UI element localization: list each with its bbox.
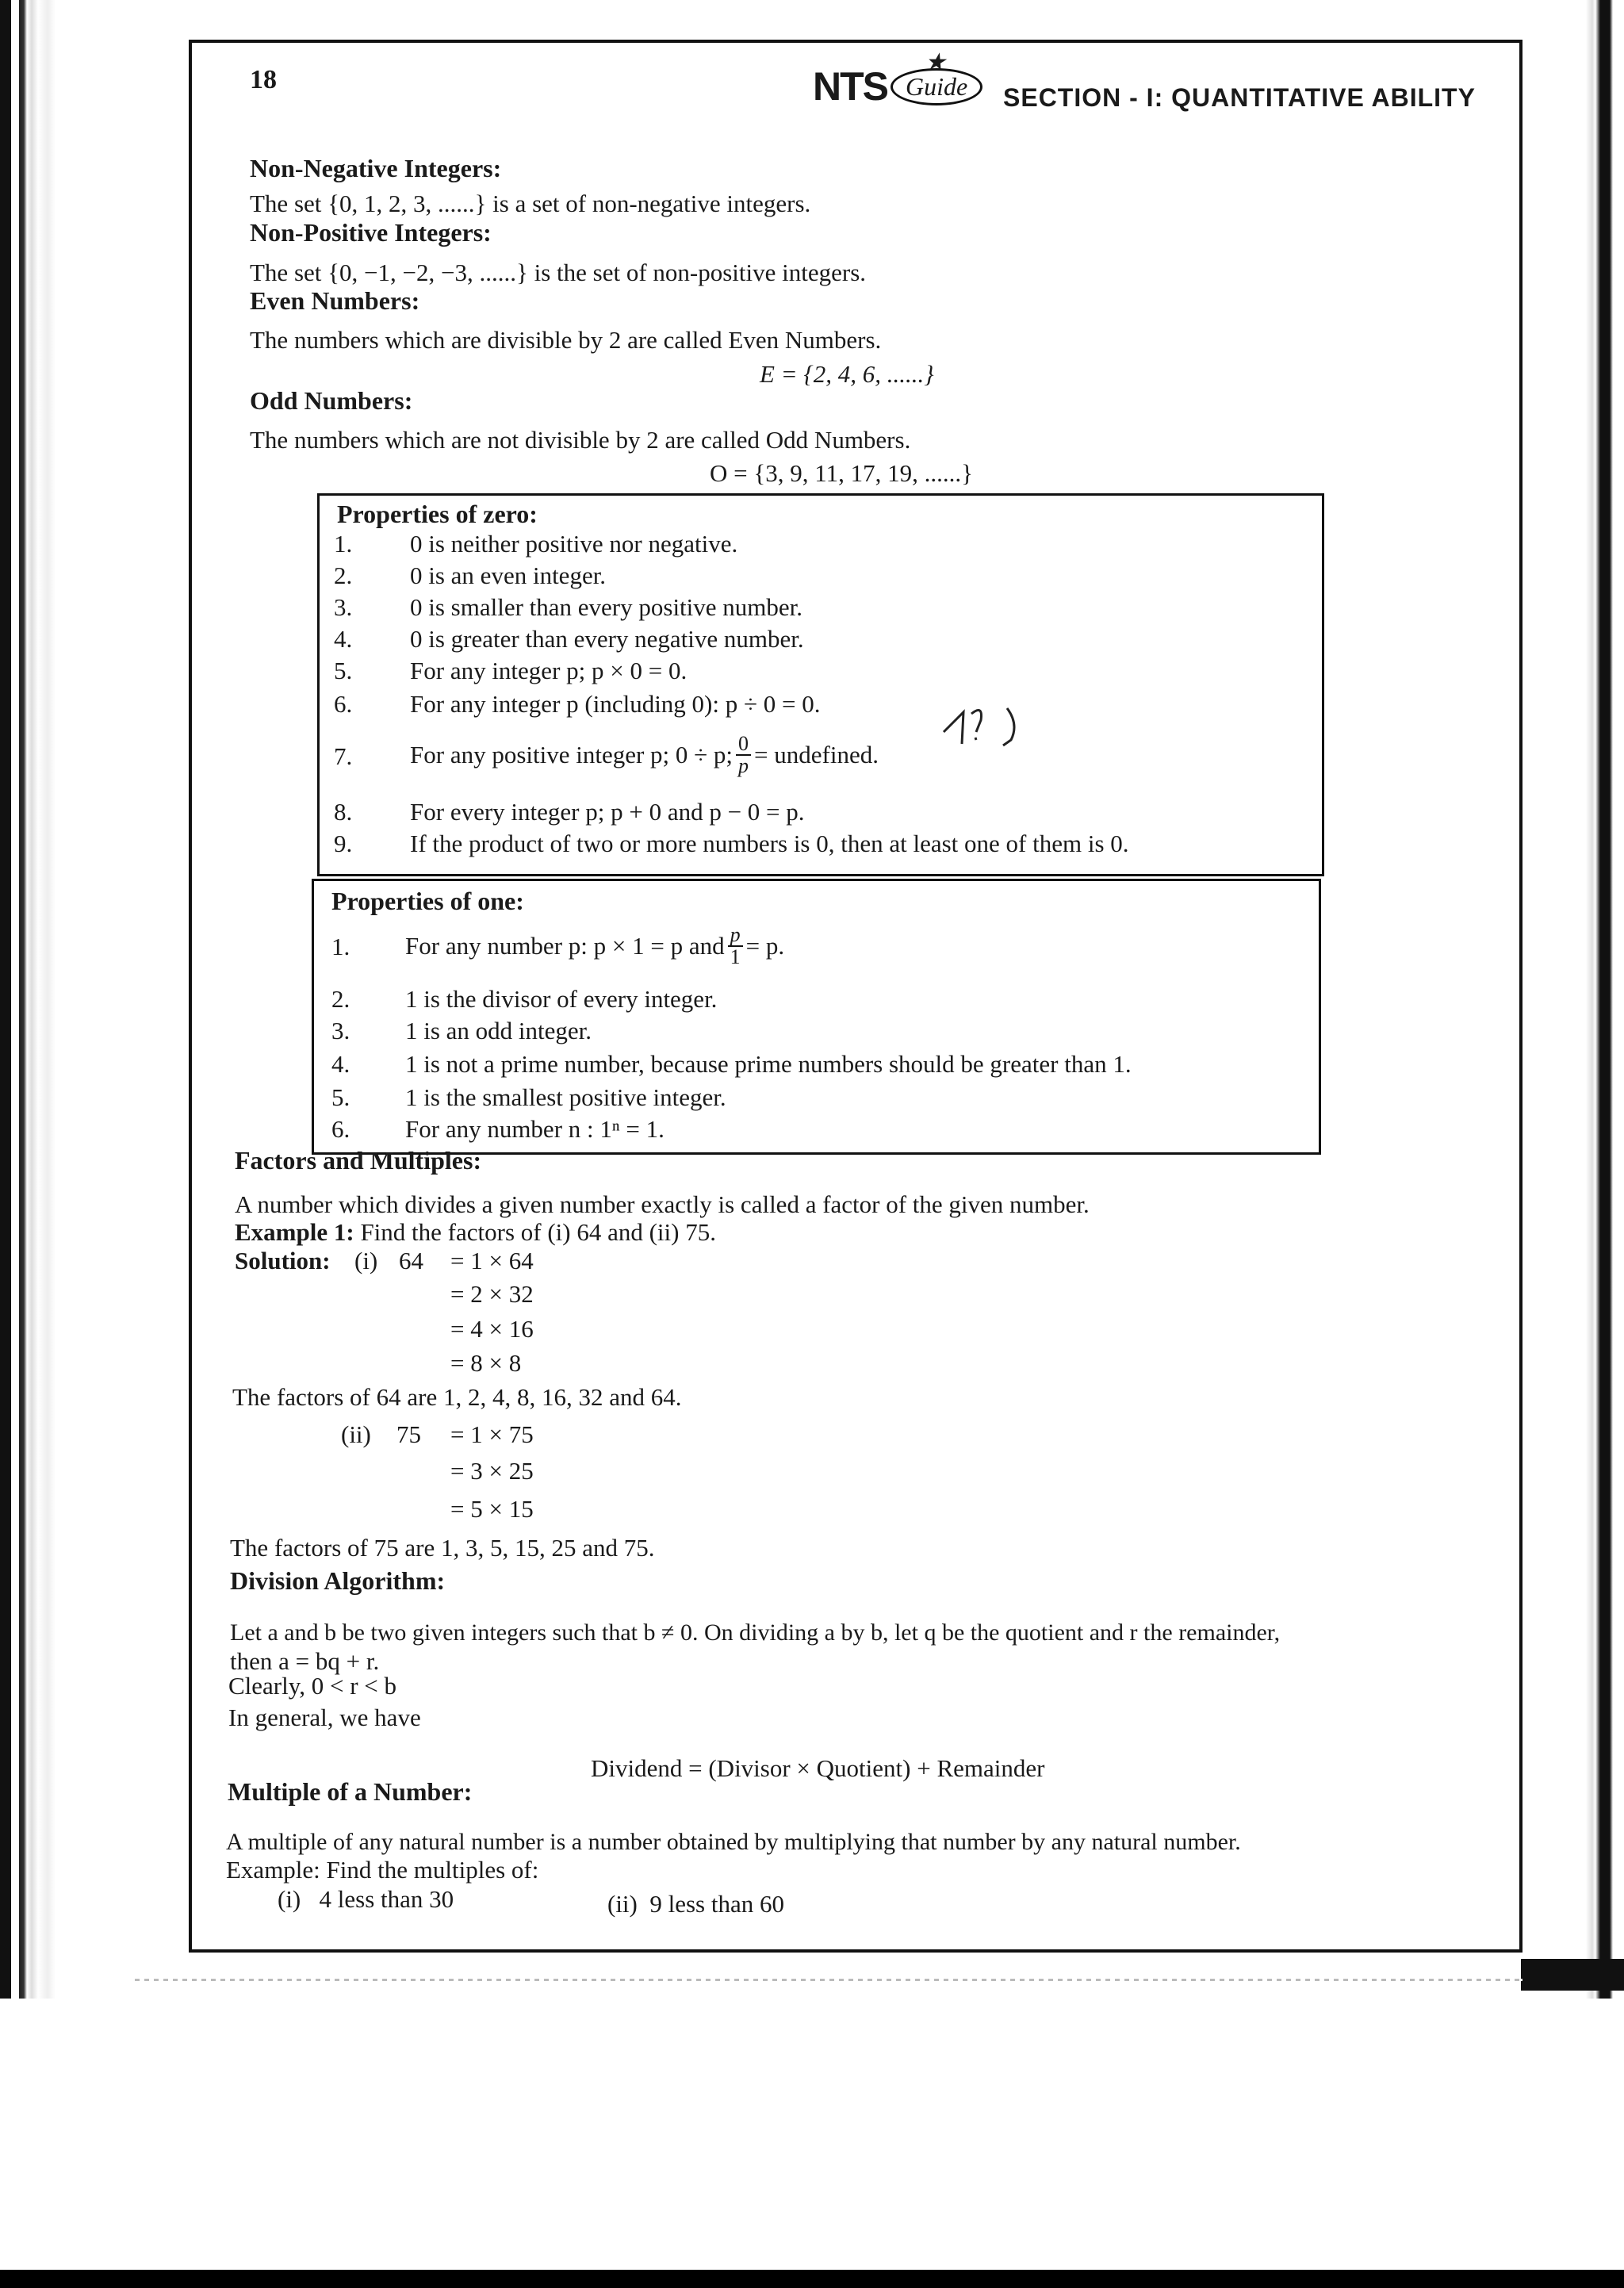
zero-properties-box — [317, 493, 1324, 876]
logo-guide-text: Guide — [906, 71, 968, 101]
zero-item-pre: For any positive integer p; 0 ÷ p; — [410, 741, 733, 768]
text-odd: The numbers which are not divisible by 2 are called Odd Numbers. — [250, 426, 911, 454]
fraction-denominator: p — [738, 754, 749, 777]
one-properties-box — [312, 879, 1321, 1155]
solution-part1-label: (i) — [354, 1247, 378, 1274]
set-odd: O = {3, 9, 11, 17, 19, ......} — [710, 459, 973, 487]
example-1 — [235, 1217, 716, 1247]
heading-non-negative: Non-Negative Integers: — [250, 154, 502, 182]
zero-item-text: 0 is neither positive nor negative. — [410, 530, 738, 558]
logo-guide-oval — [891, 48, 982, 105]
zero-item-text: For any integer p; p × 0 = 0. — [410, 657, 688, 684]
one-item-text: 1 is not a prime number, because prime numbers should be greater than 1. — [405, 1050, 1132, 1078]
zero-item-num: 4. — [334, 625, 353, 653]
scan-edge-right — [1586, 0, 1624, 1999]
one-item-text: 1 is the divisor of every integer. — [405, 985, 718, 1013]
one-item-num: 2. — [331, 985, 350, 1013]
solution-part1-number: 64 — [399, 1247, 423, 1274]
zero-item-num: 8. — [334, 798, 353, 826]
solution-line: = 4 × 16 — [450, 1315, 534, 1343]
solution-line: = 5 × 15 — [450, 1495, 534, 1523]
zero-item-text: For every integer p; p + 0 and p − 0 = p. — [410, 798, 805, 826]
one-item-num: 4. — [331, 1050, 350, 1078]
scan-edge-left — [0, 0, 56, 1999]
nts-guide-logo — [813, 48, 982, 109]
solution-line: = 2 × 32 — [450, 1280, 534, 1308]
one-item-post: = p. — [745, 932, 785, 960]
factors-75-result: The factors of 75 are 1, 3, 5, 15, 25 and 75. — [230, 1534, 655, 1562]
division-clearly: Clearly, 0 < r < b — [228, 1672, 397, 1700]
example-1-text: Find the factors of (i) 64 and (ii) 75. — [360, 1218, 716, 1246]
fraction-numerator: 0 — [736, 734, 751, 756]
factors-64-result: The factors of 64 are 1, 2, 4, 8, 16, 32 and 64. — [232, 1383, 682, 1411]
one-item-text: 1 is the smallest positive integer. — [405, 1083, 726, 1111]
heading-division-algorithm: Division Algorithm: — [230, 1566, 446, 1595]
scan-edge-bottom — [0, 2270, 1624, 2288]
zero-item-num: 6. — [334, 690, 353, 718]
text-even: The numbers which are divisible by 2 are called Even Numbers. — [250, 326, 882, 354]
one-item-pre: For any number p: p × 1 = p and — [405, 932, 725, 960]
set-even: E = {2, 4, 6, ......} — [760, 360, 934, 388]
fraction-denominator: 1 — [730, 945, 741, 968]
multiple-option-2: (ii) 9 less than 60 — [607, 1890, 784, 1918]
zero-item-text: 0 is greater than every negative number. — [410, 625, 804, 653]
heading-non-positive: Non-Positive Integers: — [250, 218, 492, 247]
one-item-num: 5. — [331, 1083, 350, 1111]
zero-item-text: 0 is an even integer. — [410, 561, 607, 589]
solution-line: = 8 × 8 — [450, 1349, 522, 1377]
solution-part2-label: (ii) — [341, 1420, 371, 1448]
heading-odd: Odd Numbers: — [250, 386, 413, 415]
heading-zero-properties: Properties of zero: — [337, 500, 538, 528]
zero-item-text: If the product of two or more numbers is 0, then at least one of them is 0. — [410, 830, 1129, 857]
solution-line: = 1 × 64 — [450, 1247, 534, 1274]
one-item-text: For any number n : 1ⁿ = 1. — [405, 1115, 665, 1143]
one-item-text: 1 is an odd integer. — [405, 1017, 592, 1044]
logo-nts-text: NTS — [813, 64, 887, 109]
zero-item-num: 1. — [334, 530, 353, 558]
division-formula: Dividend = (Divisor × Quotient) + Remainder — [591, 1754, 1045, 1782]
zero-item-num: 2. — [334, 561, 353, 589]
zero-item-num: 9. — [334, 830, 353, 857]
handwritten-scribble — [940, 696, 1027, 768]
division-line-1: Let a and b be two given integers such that b ≠ 0. On dividing a by b, let q be the quotient and r the remainder, — [230, 1619, 1281, 1646]
zero-item-post: = undefined. — [754, 741, 879, 768]
solution-line: = 1 × 75 — [450, 1420, 534, 1448]
example-1-label: Example 1: — [235, 1218, 354, 1246]
star-icon: ★ — [925, 48, 946, 75]
page-number: 18 — [250, 65, 277, 94]
text-non-negative: The set {0, 1, 2, 3, ......} is a set of non-negative integers. — [250, 190, 811, 217]
solution-label — [235, 1246, 331, 1276]
multiple-example: Example: Find the multiples of: — [226, 1856, 539, 1884]
multiple-option-1: (i) 4 less than 30 — [278, 1885, 454, 1913]
division-line-2: then a = bq + r. — [230, 1647, 380, 1675]
zero-item-text: For any integer p (including 0): p ÷ 0 = 0. — [410, 690, 821, 718]
scan-dotted-line — [135, 1979, 1522, 1981]
one-item-fraction-line — [405, 918, 784, 975]
zero-item-num: 7. — [334, 742, 353, 770]
zero-item-text: 0 is smaller than every positive number. — [410, 593, 803, 621]
fraction — [728, 925, 743, 968]
scan-shadow-right — [1521, 1959, 1624, 1991]
one-item-num: 3. — [331, 1017, 350, 1044]
solution-label-text: Solution: — [235, 1247, 331, 1274]
text-multiple: A multiple of any natural number is a number obtained by multiplying that number by any natural number. — [226, 1829, 1241, 1855]
text-factors: A number which divides a given number exactly is called a factor of the given number. — [235, 1190, 1090, 1218]
one-item-num: 6. — [331, 1115, 350, 1143]
one-item-num: 1. — [331, 933, 350, 960]
heading-multiple: Multiple of a Number: — [228, 1777, 473, 1806]
fraction — [736, 734, 751, 776]
heading-even: Even Numbers: — [250, 286, 420, 315]
fraction-numerator: p — [728, 925, 743, 947]
heading-one-properties: Properties of one: — [331, 887, 524, 915]
heading-factors: Factors and Multiples: — [235, 1146, 482, 1175]
division-general: In general, we have — [228, 1704, 421, 1731]
solution-part2-number: 75 — [396, 1420, 421, 1448]
zero-item-num: 3. — [334, 593, 353, 621]
solution-line: = 3 × 25 — [450, 1457, 534, 1485]
zero-item-num: 5. — [334, 657, 353, 684]
text-non-positive: The set {0, −1, −2, −3, ......} is the set of non-positive integers. — [250, 259, 867, 286]
zero-item-fraction-line — [410, 727, 879, 783]
section-title: SECTION - I: QUANTITATIVE ABILITY — [1003, 83, 1476, 112]
